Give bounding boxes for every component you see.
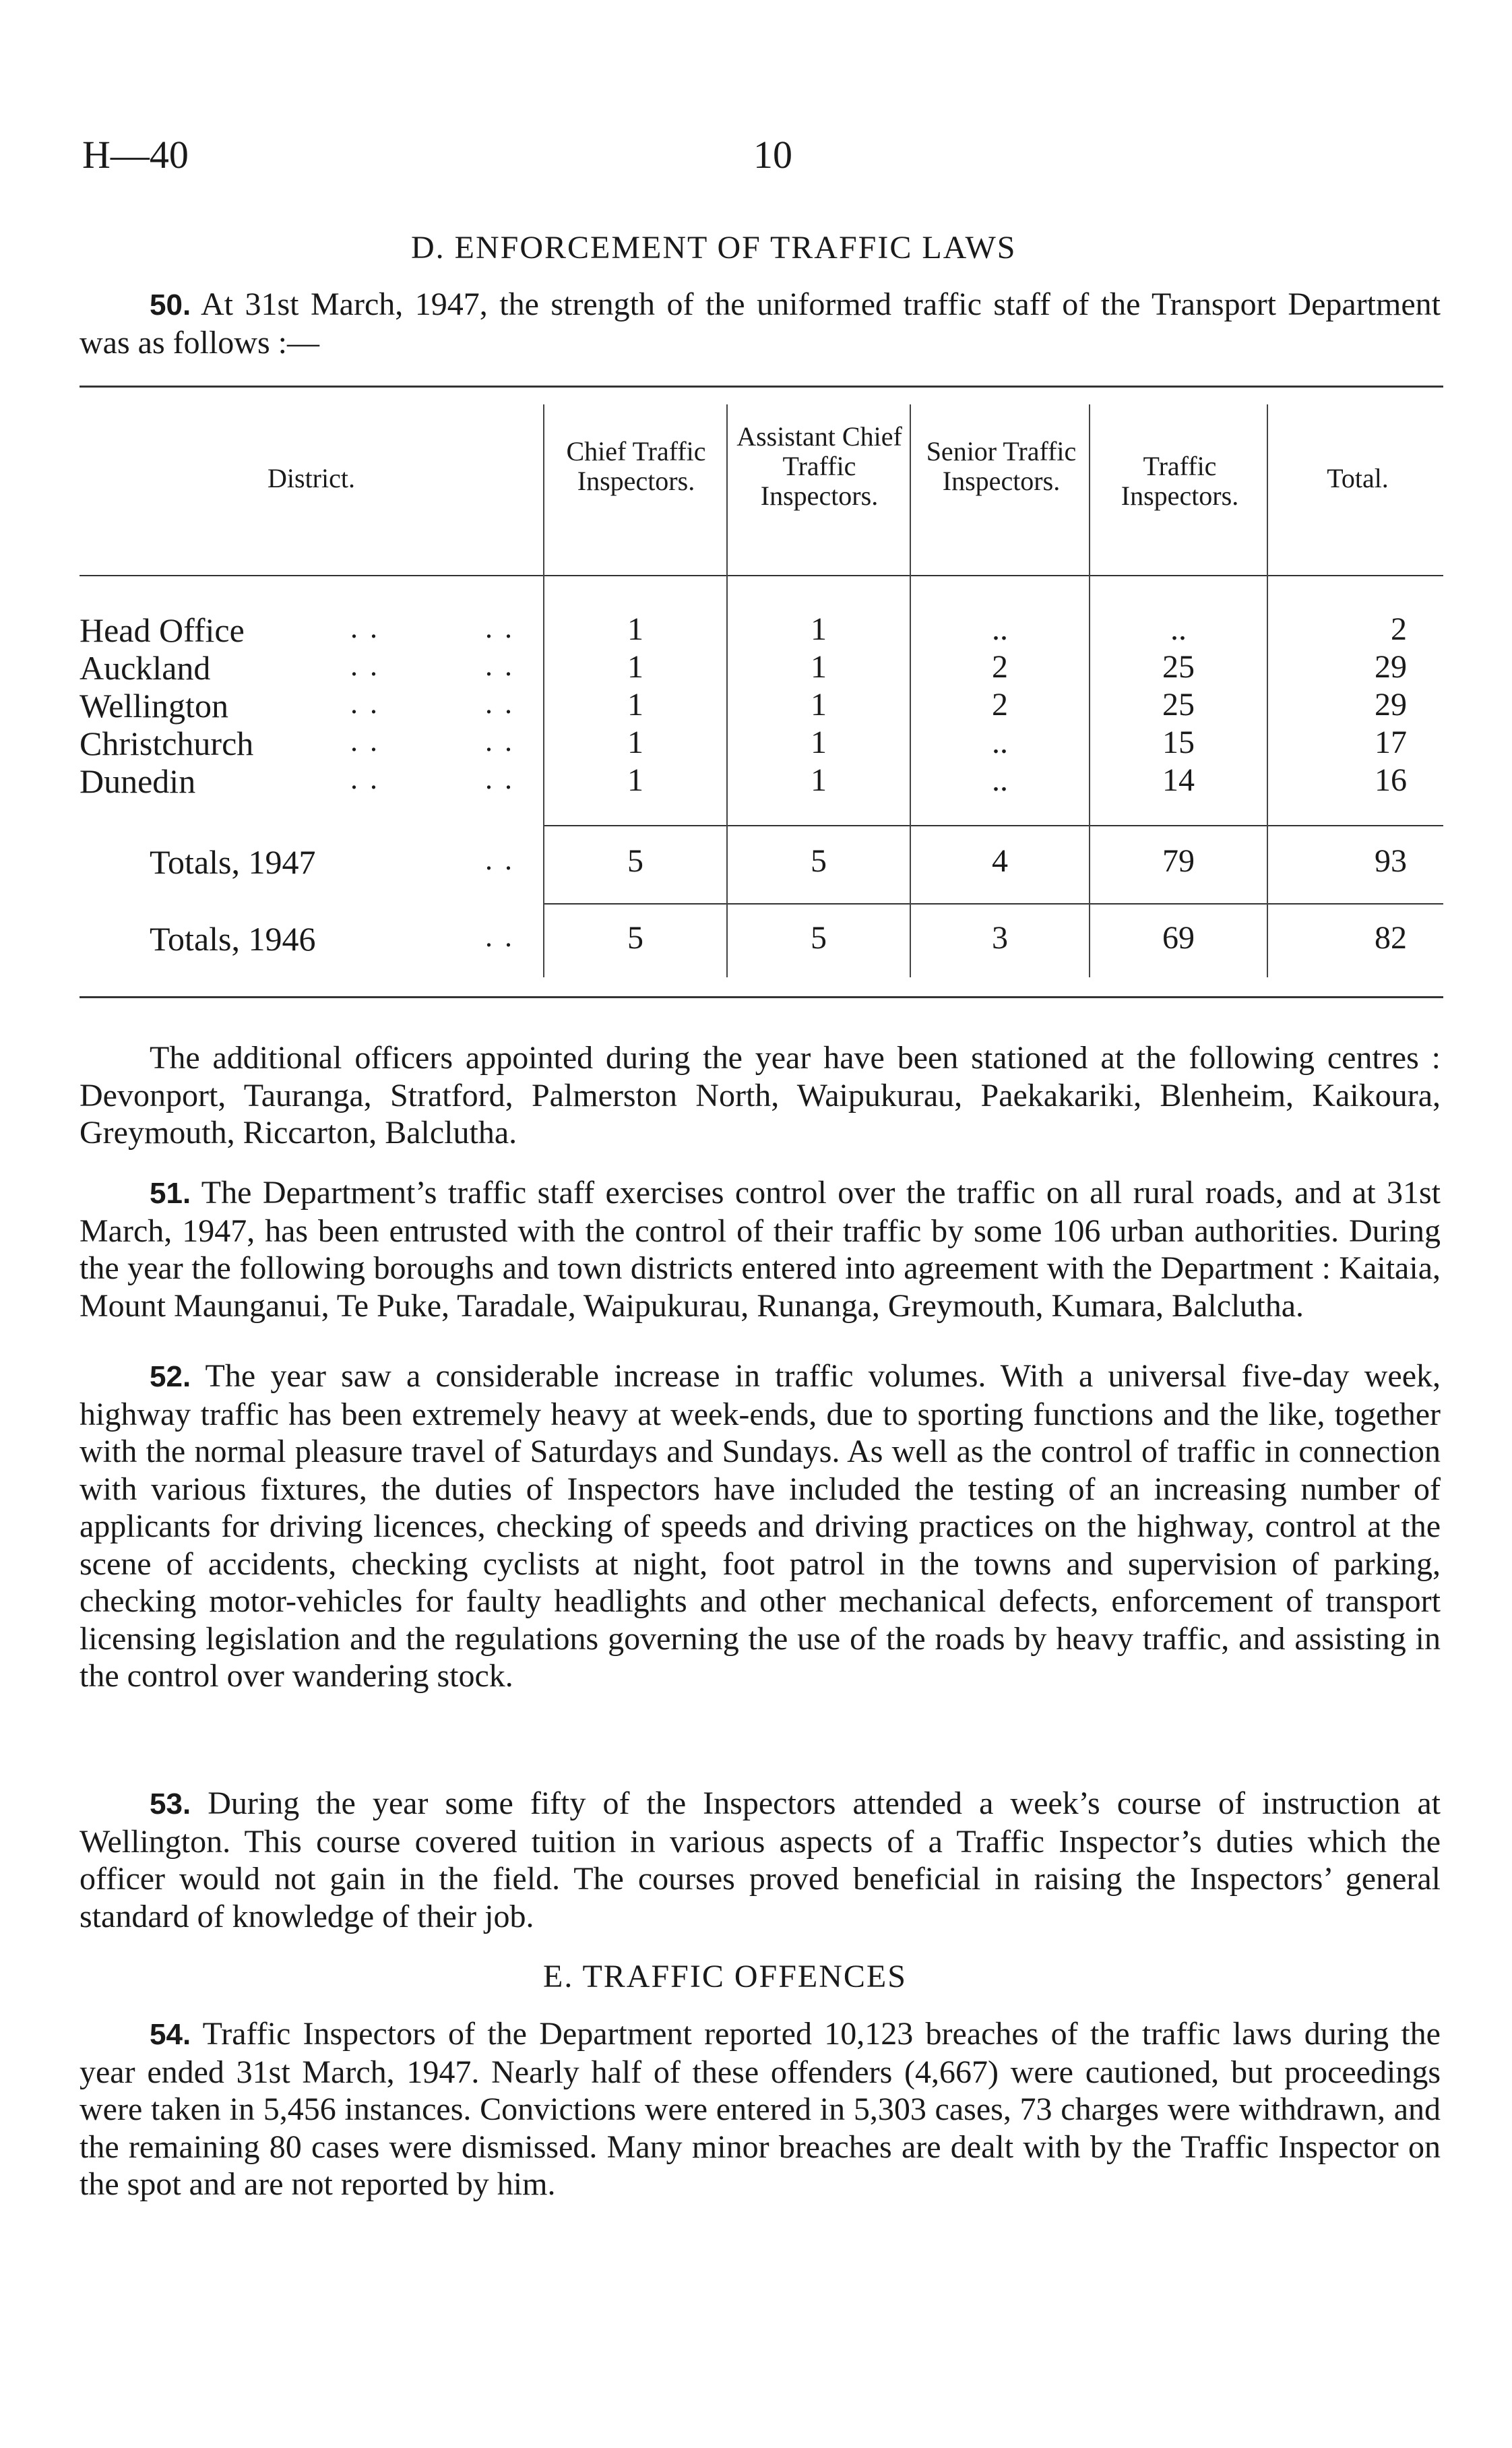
cell-chief: 5: [627, 920, 643, 956]
cell-total: 17: [1375, 725, 1407, 760]
cell-assistant: 1: [811, 687, 827, 723]
district-name: Wellington: [80, 687, 228, 725]
header-district: District.: [267, 463, 355, 493]
traffic-staff-table: [80, 384, 1443, 998]
paragraph-number: 52.: [150, 1360, 191, 1393]
cell-assistant: 5: [811, 843, 827, 879]
cell-senior: ..: [992, 725, 1008, 760]
totals-label: Totals, 1946: [150, 920, 316, 958]
paragraph-50: [80, 286, 1441, 361]
table-header-rule: [80, 575, 1443, 576]
paragraph-text: The additional officers appointed during the year have been stationed at the following centres : Devonport, Tauranga, Stratford, Palmerston North, Waipukurau, Paekakariki, Blenheim, Kaikoura, Greymouth, Riccarton, Balclutha.: [80, 1040, 1441, 1151]
document-page: H—40 10 D. ENFORCEMENT OF TRAFFIC LAWS 50. At 31st March, 1947, the strength of the uniformed traffic staff of the Transport Department was as follows :— District. Chief Traffic Inspectors. Assistant Chief Traffic Inspectors. Senior Traffic Inspectors. Traffic Inspectors. Total. Head Office .. .. 1 1 .. .. 2 Auckland .. .. 1 1 2 25 29 Wellington .. .. 1 1 2 25 29 Christchurch .. .. 1 1 .. 15 17 Dunedin .. .. 1 1 .. 14 16 Totals, 1947 .. 5 5 4 79 93 Totals, 1946 .. 5 5 3 69 82 The additional officers appointed during the year have been stationed at the following centres : Devonport, Tauranga, Stratford, Palmerston North, Waipukurau, Paekakariki, Blenheim, Kaikoura, Greymouth, Riccarton, Balclutha. 51. The Department’s traffic staff exercises control over the traffic on all rural roads, and at 31st March, 1947, has been entrusted with the control of their traffic by some 106 urban authorities. During the year the following boroughs and town districts entered into agreement with the Department : Kaitaia, Mount Maunganui, Te Puke, Taradale, Waipukurau, Runanga, Greymouth, Kumara, Balclutha. 52. The year saw a considerable increase in traffic volumes. With a universal five-day week, highway traffic has been extremely heavy at week-ends, due to sporting functions and the like, together with the normal pleasure travel of Saturdays and Sundays. As well as the control of traffic in connection with various fixtures, the duties of Inspectors have included the testing of an increasing number of applicants for driving licences, checking of speeds and driving practices on the highway, control at the scene of accidents, checking cyclists at night, foot patrol in the towns and supervision of parking, checking motor-vehicles for faulty headlights and other mechanical defects, enforcement of transport licensing legislation and the regulations governing the use of the roads by heavy traffic, and assisting in the control over wandering stock. 53. During the year some fifty of the Inspectors attended a week’s course of instruction at Wellington. This course covered tuition in various aspects of a Traffic Inspector’s duties which the officer would not gain in the field. The courses proved beneficial in raising the Inspectors’ general standard of knowledge of their job. E. TRAFFIC OFFENCES 54. Traffic Inspectors of the Department reported 10,123 breaches of the traffic laws during the year ended 31st March, 1947. Nearly half of these offenders (4,667) were cautioned, but proceedings were taken in 5,456 instances. Convictions were entered in 5,303 cases, 73 charges were withdrawn, and the remaining 80 cases were dismissed. Many minor breaches are dealt with by the Traffic Inspector on the spot and are not reported by him.: [0, 0, 1512, 2448]
leader-dots: ..: [350, 725, 389, 758]
cell-senior: ..: [992, 611, 1008, 647]
cell-chief: 5: [627, 843, 643, 879]
cell-chief: 1: [627, 687, 643, 723]
table-totals-rule: [543, 903, 1443, 905]
header-senior: Senior Traffic Inspectors.: [926, 436, 1077, 496]
district-name: Dunedin: [80, 762, 196, 800]
cell-total: 2: [1391, 611, 1407, 647]
cell-assistant: 5: [811, 920, 827, 956]
cell-assistant: 1: [811, 611, 827, 647]
leader-dots: ..: [350, 762, 389, 795]
cell-senior: 2: [992, 649, 1008, 685]
leader-dots: ..: [485, 843, 524, 876]
paragraph-number: 53.: [150, 1787, 191, 1820]
leader-dots: ..: [485, 920, 524, 953]
paragraph-text: At 31st March, 1947, the strength of the uniformed traffic staff of the Transport Department was as follows :—: [80, 286, 1441, 361]
cell-traffic: 25: [1162, 687, 1195, 723]
leader-dots: ..: [350, 611, 389, 644]
column-divider: [1267, 404, 1268, 977]
district-name: Christchurch: [80, 725, 254, 762]
paragraph-number: 51.: [150, 1177, 191, 1210]
paragraph-53: [80, 1785, 1441, 1935]
cell-total: 82: [1375, 920, 1407, 956]
cell-senior: ..: [992, 762, 1008, 798]
header-chief: Chief Traffic Inspectors.: [566, 436, 706, 496]
cell-senior: 4: [992, 843, 1008, 879]
leader-dots: ..: [485, 762, 524, 795]
cell-traffic: 25: [1162, 649, 1195, 685]
page-number: 10: [753, 133, 792, 177]
leader-dots: ..: [485, 649, 524, 682]
header-assistant: Assistant Chief Traffic Inspectors.: [736, 421, 902, 511]
cell-chief: 1: [627, 725, 643, 760]
cell-assistant: 1: [811, 649, 827, 685]
paragraph-additional-officers: [80, 1039, 1441, 1152]
cell-traffic: 69: [1162, 920, 1195, 956]
table-top-rule: [80, 386, 1443, 388]
cell-senior: 3: [992, 920, 1008, 956]
cell-assistant: 1: [811, 725, 827, 760]
leader-dots: ..: [485, 687, 524, 720]
paragraph-text: During the year some fifty of the Inspectors attended a week’s course of instruction at Wellington. This course covered tuition in various aspects of a Traffic Inspector’s duties which the officer would not gain in the field. The courses proved beneficial in raising the Inspectors’ general standard of knowledge of their job.: [80, 1785, 1441, 1934]
district-name: Head Office: [80, 611, 245, 649]
cell-senior: 2: [992, 687, 1008, 723]
table-bottom-rule: [80, 996, 1443, 998]
paragraph-text: The Department’s traffic staff exercises control over the traffic on all rural roads, and at 31st March, 1947, has been entrusted with the control of their traffic by some 106 urban authorities. During the year the following boroughs and town districts entered into agreement with the Department : Kaitaia, Mount Maunganui, Te Puke, Taradale, Waipukurau, Runanga, Greymouth, Kumara, Balclutha.: [80, 1175, 1441, 1324]
totals-label: Totals, 1947: [150, 843, 316, 881]
leader-dots: ..: [350, 649, 389, 682]
cell-traffic: 14: [1162, 762, 1195, 798]
cell-assistant: 1: [811, 762, 827, 798]
paragraph-54: [80, 2015, 1441, 2203]
table-subtotal-rule: [543, 825, 1443, 826]
leader-dots: ..: [485, 611, 524, 644]
cell-traffic: 79: [1162, 843, 1195, 879]
cell-traffic: 15: [1162, 725, 1195, 760]
leader-dots: ..: [350, 687, 389, 720]
paragraph-text: The year saw a considerable increase in traffic volumes. With a universal five-day week, highway traffic has been extremely heavy at week-ends, due to sporting functions and the like, together with the normal pleasure travel of Saturdays and Sundays. As well as the control of traffic in connection with various fixtures, the duties of Inspectors have included the testing of an increasing number of applicants for driving licences, checking of speeds and driving practices on the highway, control at the scene of accidents, checking cyclists at night, foot patrol in the towns and supervision of parking, checking motor-vehicles for faulty headlights and other mechanical defects, enforcement of transport licensing legislation and the regulations governing the use of the roads by heavy traffic, and assisting in the control over wandering stock.: [80, 1358, 1441, 1694]
cell-total: 93: [1375, 843, 1407, 879]
paragraph-number: 54.: [150, 2018, 191, 2051]
cell-traffic: ..: [1170, 611, 1187, 647]
header-traffic: Traffic Inspectors.: [1121, 451, 1239, 511]
cell-total: 16: [1375, 762, 1407, 798]
report-code: H—40: [82, 133, 189, 177]
cell-chief: 1: [627, 649, 643, 685]
leader-dots: ..: [485, 725, 524, 758]
district-name: Auckland: [80, 649, 211, 687]
cell-chief: 1: [627, 762, 643, 798]
cell-chief: 1: [627, 611, 643, 647]
paragraph-number: 50.: [150, 288, 191, 322]
paragraph-52: [80, 1357, 1441, 1695]
paragraph-text: Traffic Inspectors of the Department reported 10,123 breaches of the traffic laws during the year ended 31st March, 1947. Nearly half of these offenders (4,667) were cautioned, but proceedings were taken in 5,456 instances. Convictions were entered in 5,303 cases, 73 charges were withdrawn, and the remaining 80 cases were dismissed. Many minor breaches are dealt with by the Traffic Inspector on the spot and are not reported by him.: [80, 2016, 1441, 2202]
paragraph-51: [80, 1174, 1441, 1324]
header-total: Total.: [1327, 463, 1389, 493]
cell-total: 29: [1375, 649, 1407, 685]
cell-total: 29: [1375, 687, 1407, 723]
